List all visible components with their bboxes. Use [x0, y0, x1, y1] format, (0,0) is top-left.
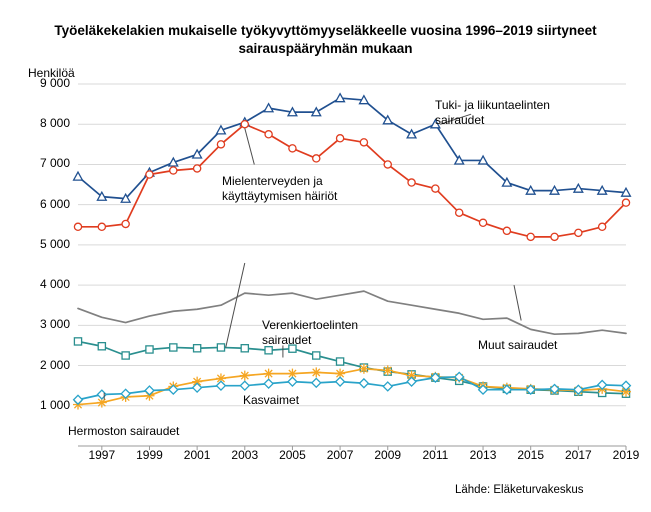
data-point-marker — [527, 233, 534, 240]
annotation-text-line: sairaudet — [435, 113, 485, 127]
y-tick-label: 6 000 — [39, 196, 70, 211]
data-point-marker — [217, 141, 224, 148]
data-point-marker — [265, 131, 272, 138]
y-tick-label: 8 000 — [39, 116, 70, 131]
y-tick-label: 5 000 — [39, 236, 70, 251]
data-point-marker — [240, 371, 250, 381]
y-tick-label: 3 000 — [39, 317, 70, 332]
chart-title: Työeläkekelakien mukaiselle työkyvyttömyyseläkkeelle vuosina 1996–2019 siirtyneet sairauspääryhmän mukaan — [54, 23, 597, 56]
data-point-marker — [336, 377, 345, 386]
plot-svg — [78, 84, 626, 446]
x-tick-label: 2019 — [612, 448, 640, 462]
data-point-marker — [312, 378, 321, 387]
data-point-marker — [240, 381, 249, 390]
data-point-marker — [264, 379, 273, 388]
y-tick-label: 7 000 — [39, 156, 70, 171]
plot-area — [78, 84, 626, 446]
x-tick-label: 2013 — [469, 448, 497, 462]
data-point-marker — [408, 179, 415, 186]
data-point-marker — [359, 364, 369, 374]
data-point-marker — [313, 352, 320, 359]
data-point-marker — [122, 220, 129, 227]
x-tick-label: 2009 — [374, 448, 402, 462]
data-point-marker — [622, 199, 629, 206]
data-point-marker — [217, 381, 226, 390]
series-line — [78, 369, 626, 405]
data-point-marker — [170, 344, 177, 351]
data-point-marker — [97, 390, 106, 399]
annotation-hermoston-sairaudet — [68, 424, 179, 439]
data-point-marker — [598, 380, 607, 389]
annotation-leader-line — [514, 285, 521, 320]
data-point-marker — [336, 135, 343, 142]
x-tick-label: 1999 — [136, 448, 163, 462]
data-point-marker — [311, 367, 321, 377]
data-point-marker — [98, 223, 105, 230]
x-tick-label: 2003 — [231, 448, 259, 462]
annotation-text-line: Kasvaimet — [243, 393, 300, 407]
data-point-marker — [74, 338, 81, 345]
data-point-marker — [217, 344, 224, 351]
data-point-marker — [336, 358, 343, 365]
data-point-marker — [503, 227, 510, 234]
data-point-marker — [241, 345, 248, 352]
y-tick-label: 9 000 — [39, 76, 70, 90]
data-point-marker — [170, 167, 177, 174]
data-point-marker — [383, 365, 393, 375]
data-point-marker — [384, 161, 391, 168]
x-axis-tick-labels — [78, 448, 640, 468]
series-line — [78, 124, 626, 237]
x-tick-label: 2007 — [326, 448, 354, 462]
data-point-marker — [289, 145, 296, 152]
data-point-marker — [360, 139, 367, 146]
annotation-tuki-ja-liikuntaelinten-sairaudet — [435, 98, 550, 128]
annotation-kasvaimet — [243, 393, 299, 408]
data-point-marker — [479, 219, 486, 226]
data-point-marker — [98, 343, 105, 350]
annotation-leader-line — [226, 263, 245, 347]
data-point-marker — [599, 223, 606, 230]
data-point-marker — [264, 104, 273, 112]
annotation-text-line: käyttäytymisen häiriöt — [222, 189, 338, 203]
annotation-text-line: sairaudet — [262, 333, 312, 347]
x-tick-label: 2001 — [183, 448, 211, 462]
data-point-marker — [456, 209, 463, 216]
data-point-marker — [383, 382, 392, 391]
data-point-marker — [194, 165, 201, 172]
y-tick-label: 2 000 — [39, 357, 70, 372]
annotation-text-line: Tuki- ja liikuntaelinten — [435, 98, 550, 112]
data-point-marker — [264, 369, 274, 379]
x-tick-label: 1997 — [88, 448, 116, 462]
y-tick-label: 1 000 — [39, 397, 70, 412]
x-tick-label: 2011 — [422, 448, 449, 462]
data-point-marker — [360, 379, 369, 388]
data-point-marker — [288, 377, 297, 386]
annotation-text-line: Hermoston sairaudet — [68, 424, 180, 438]
annotation-muut-sairaudet — [478, 338, 557, 353]
annotation-text-line: Muut sairaudet — [478, 338, 558, 352]
annotation-text-line: Mielenterveyden ja — [222, 174, 323, 188]
data-point-marker — [575, 229, 582, 236]
data-point-marker — [146, 346, 153, 353]
data-point-marker — [74, 172, 83, 180]
data-point-marker — [145, 386, 154, 395]
data-point-marker — [194, 345, 201, 352]
y-axis-tick-labels — [0, 76, 70, 446]
x-tick-label: 2017 — [564, 448, 592, 462]
data-point-marker — [74, 223, 81, 230]
x-tick-label: 2005 — [279, 448, 306, 462]
data-point-marker — [74, 395, 83, 404]
x-tick-label: 2015 — [517, 448, 545, 462]
data-point-marker — [146, 171, 153, 178]
annotation-text-line: Verenkiertoelinten — [262, 318, 359, 332]
data-point-marker — [313, 155, 320, 162]
data-point-marker — [551, 233, 558, 240]
source-note: Lähde: Eläketurvakeskus — [455, 484, 584, 496]
y-axis-unit-label: Henkilöä — [28, 66, 75, 80]
data-point-marker — [122, 352, 129, 359]
annotation-verenkiertoelinten-sairaudet — [262, 318, 358, 348]
series-line — [78, 377, 626, 400]
annotation-leader-line — [245, 128, 255, 164]
y-tick-label: 4 000 — [39, 277, 70, 292]
data-point-marker — [432, 185, 439, 192]
data-point-marker — [241, 121, 248, 128]
annotation-mielenterveyden-hairiot — [222, 174, 337, 204]
